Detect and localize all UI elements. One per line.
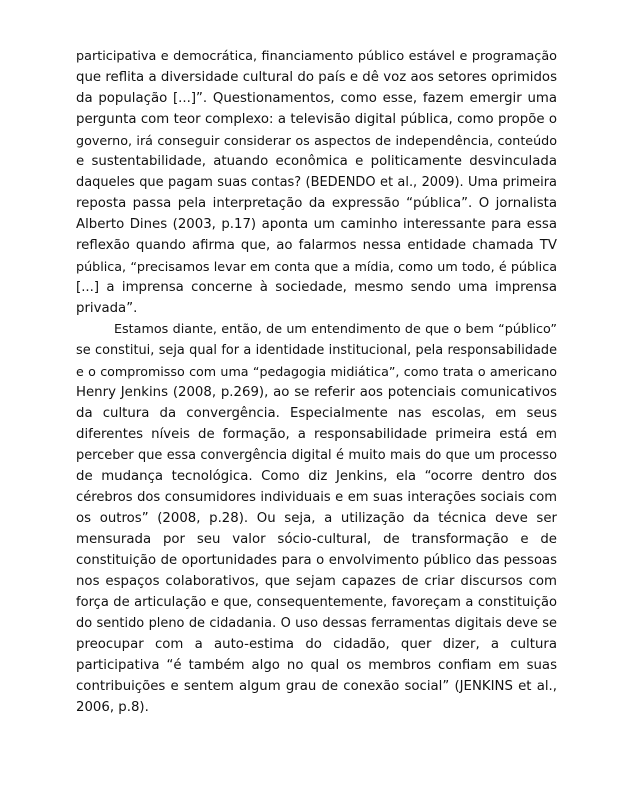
text-line: do sentido pleno de cidadania. O uso dessas ferramentas digitais deve se: [76, 616, 557, 632]
text-line: se constitui, seja qual for a identidade institucional, pela responsabilidade: [76, 343, 557, 359]
text-line: daqueles que pagam suas contas? (BEDENDO et al., 2009). Uma primeira: [76, 175, 557, 191]
text-line: reflexão quando afirma que, ao falarmos nessa entidade chamada TV: [76, 238, 557, 254]
text-line: 2006, p.8).: [76, 700, 149, 716]
text-line: e o compromisso com uma “pedagogia midiática”, como trata o americano: [76, 364, 557, 380]
text-line: da cultura da convergência. Especialmente nas escolas, em seus: [76, 406, 557, 422]
text-line: constituição de oportunidades para o envolvimento público das pessoas: [76, 553, 557, 569]
text-line: Estamos diante, então, de um entendimento de que o bem “público”: [114, 322, 557, 338]
text-line: reposta passa pela interpretação da expressão “pública”. O jornalista: [76, 196, 557, 212]
paragraph-1: [76, 46, 557, 319]
text-line: privada”.: [76, 301, 138, 317]
text-line: mensurada por seu valor sócio-cultural, de transformação e de: [76, 532, 557, 548]
text-line: Alberto Dines (2003, p.17) aponta um caminho interessante para essa: [76, 217, 557, 233]
text-line: participativa “é também algo no qual os membros confiam em suas: [76, 658, 557, 674]
text-line: Henry Jenkins (2008, p.269), ao se referir aos potenciais comunicativos: [76, 385, 557, 401]
paragraph-2: [76, 319, 557, 718]
text-line: da população [...]”. Questionamentos, como esse, fazem emergir uma: [76, 91, 557, 107]
text-line: força de articulação e que, consequentemente, favoreçam a constituição: [76, 595, 557, 611]
text-line: diferentes níveis de formação, a responsabilidade primeira está em: [76, 427, 557, 443]
text-line: governo, irá conseguir considerar os aspectos de independência, conteúdo: [76, 133, 557, 149]
text-line: [...] a imprensa concerne à sociedade, mesmo sendo uma imprensa: [76, 280, 557, 296]
text-line: e sustentabilidade, atuando econômica e politicamente desvinculada: [76, 154, 557, 170]
text-line: cérebros dos consumidores individuais e em suas interações sociais com: [76, 490, 557, 506]
text-line: contribuições e sentem algum grau de conexão social” (JENKINS et al.,: [76, 679, 557, 695]
text-line: pergunta com teor complexo: a televisão digital pública, como propõe o: [76, 112, 557, 128]
document-page: [76, 46, 557, 719]
text-line: perceber que essa convergência digital é muito mais do que um processo: [76, 448, 557, 464]
text-line: preocupar com a auto-estima do cidadão, quer dizer, a cultura: [76, 637, 557, 653]
text-line: de mudança tecnológica. Como diz Jenkins, ela “ocorre dentro dos: [76, 469, 557, 485]
text-line: que reflita a diversidade cultural do país e dê voz aos setores oprimidos: [76, 70, 557, 86]
text-line: pública, “precisamos levar em conta que a mídia, como um todo, é pública: [76, 259, 557, 275]
text-line: participativa e democrática, financiamento público estável e programação: [76, 49, 557, 64]
text-line: nos espaços colaborativos, que sejam capazes de criar discursos com: [76, 574, 557, 590]
text-line: os outros” (2008, p.28). Ou seja, a utilização da técnica deve ser: [76, 511, 557, 527]
